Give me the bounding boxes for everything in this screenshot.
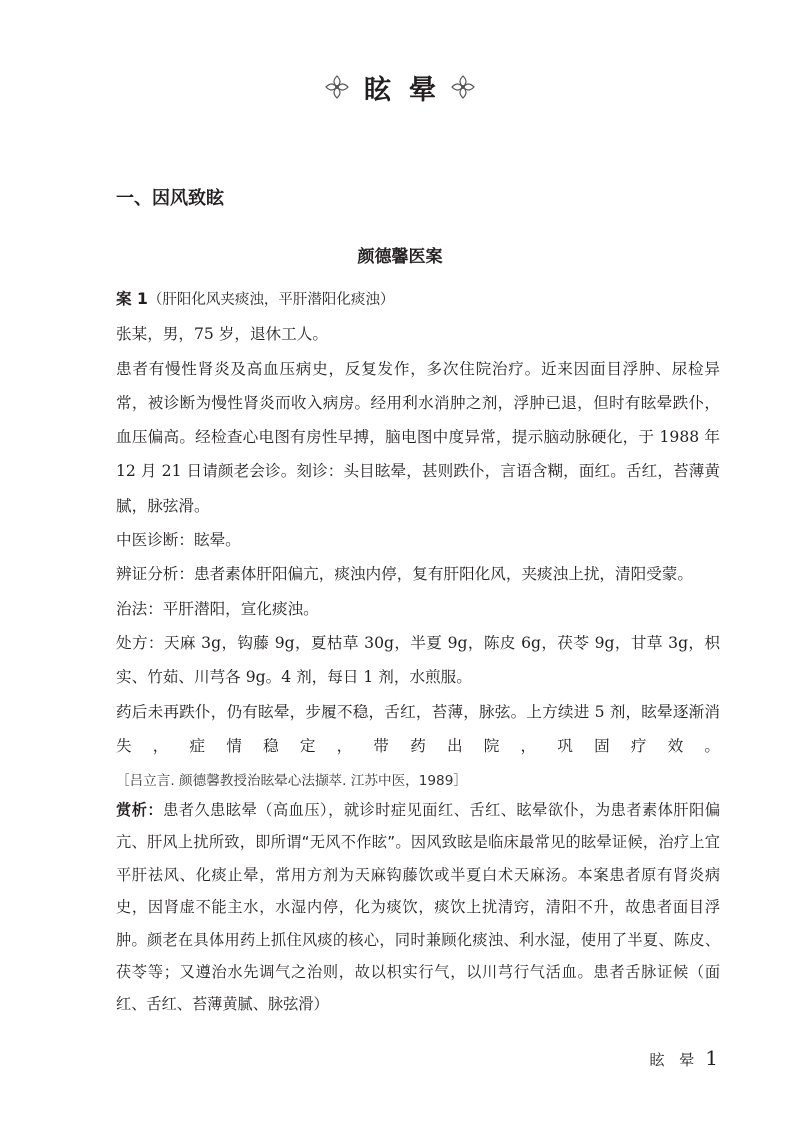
commentary-paragraph [116, 794, 720, 1021]
page-footer [649, 1046, 718, 1070]
case-outcome [116, 695, 720, 799]
page-number: 1 [705, 1046, 718, 1070]
case-paragraph: 治法：平肝潜阳，宣化痰浊。 [116, 599, 319, 618]
case-paragraph: 患者有慢性肾炎及高血压病史，反复发作，多次住院治疗。近来因面目浮肿、尿检异常，被诊断为慢性肾炎而收入病房。经用利水消肿之剂，浮肿已退，但时有眩晕跌仆，血压偏高。经检查心电图有房性早搏，脑电图中度异常，提示脑动脉硬化，于 1988 年 12 月 21 日请颜老会诊。刻诊：头目眩晕，甚则跌仆，言语含糊，面红。舌红，苔薄黄腻，脉弦滑。 [116, 359, 720, 515]
case-paragraph: 中医诊断：眩晕。 [116, 531, 241, 550]
running-footer-title: 眩 晕 [649, 1051, 700, 1069]
case-citation: ［吕立言. 颜德馨教授治眩晕心法撷萃. 江苏中医，1989］ [116, 773, 467, 790]
section-heading: 一、因风致眩 [116, 188, 224, 209]
case-heading-line [116, 282, 720, 317]
case-paragraph: 处方：天麻 3g，钩藤 9g，夏枯草 30g，半夏 9g，陈皮 6g，茯苓 9g，甘草 3g，枳实、竹茹、川芎各 9g。4 剂，每日 1 剂，水煎服。 [116, 633, 720, 687]
case-outcome-text: 药后未再跌仆，仍有眩晕，步履不稳，舌红，苔薄，脉弦。上方续进 5 剂，眩晕逐渐消失，症情稳定，带药出院，巩固疗效。 [116, 702, 720, 755]
case-id: 案 1 [116, 290, 148, 308]
commentary-text: 患者久患眩晕（高血压），就诊时症见面红、舌红、眩晕欲仆，为患者素体肝阳偏亢、肝风上扰所致，即所谓“无风不作眩”。因风致眩是临床最常见的眩晕证候，治疗上宜平肝祛风、化痰止晕，常用方剂为天麻钩藤饮或半夏白术天麻汤。本案患者原有肾炎病史，因肾虚不能主水，水湿内停，化为痰饮，痰饮上扰清窍，清阳不升，故患者面目浮肿。颜老在具体用药上抓住风痰的核心，同时兼顾化痰浊、利水湿，使用了半夏、陈皮、茯苓等；又遵治水先调气之治则，故以枳实行气，以川芎行气活血。患者舌脉证候（面红、舌红、苔薄黄腻、脉弦滑） [116, 801, 721, 1014]
commentary [116, 794, 720, 1021]
case-body [116, 282, 720, 798]
case-paragraph: 张某，男，75 岁，退休工人。 [116, 325, 328, 344]
case-title: 颜德馨医案 [357, 247, 443, 267]
right-ornament-icon [450, 74, 476, 100]
case-subtitle: （肝阳化风夹痰浊，平肝潜阳化痰浊） [147, 292, 395, 308]
left-ornament-icon [324, 74, 350, 100]
case-paragraph: 辨证分析：患者素体肝阳偏亢，痰浊内停，复有肝阳化风，夹痰浊上扰，清阳受蒙。 [116, 565, 693, 584]
chapter-header [0, 62, 800, 112]
commentary-label: 赏析： [116, 801, 164, 819]
chapter-title: 眩晕 [364, 74, 454, 106]
